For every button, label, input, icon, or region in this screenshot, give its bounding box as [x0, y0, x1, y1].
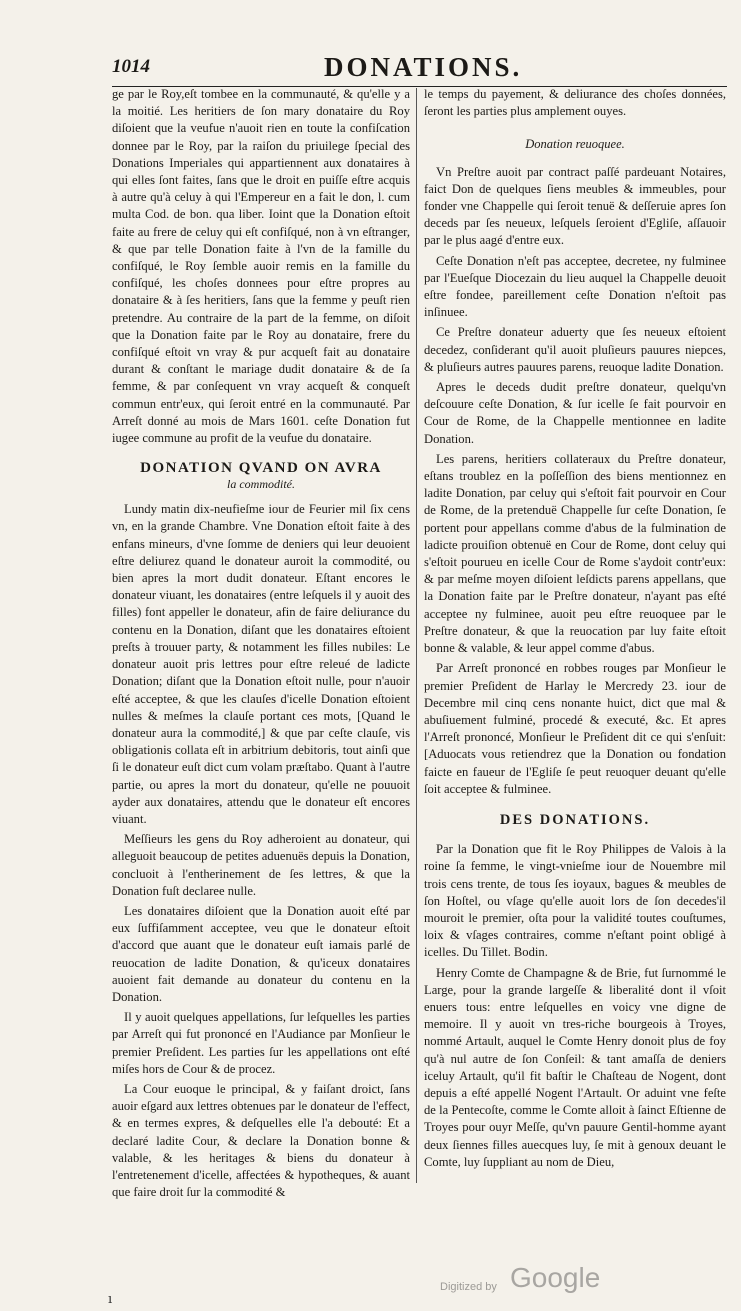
- paragraph: Par Arreſt prononcé en robbes rouges par Monſieur le premier Preſident de Harlay le Mercredy 23. iour de Decembre mil cinq cens nonante huict, dict que mal & abuſiuement fulminé, procedé & executé, &c. Et apres l'Arreſt prononcé, Monſieur le Preſident dit ce qui s'enſuit: [Aduocats vous retiendrez que la Donation ou fondation faicte en faueur de l'Egliſe ſe peut reuoquer deuant qu'elle ſoit acceptee & fulminee.: [424, 661, 726, 796]
- paragraph: le temps du payement, & deliurance des choſes données, ſeront les parties plus amplement ouyes.: [424, 87, 726, 119]
- paragraph: La Cour euoque le principal, & y faiſant droict, ſans auoir eſgard aux lettres obtenues par le donateur de l'effect, & en termes expres, & deſquelles elle l'a debouté: Et a declaré ladite Cour, & declare la Donation bonne & valable, & les heritages & biens du donateur à l'entretenement d'icelle, affectées & hypotheques, & auant que faire droit ſur la commodité &: [112, 1081, 410, 1200]
- paragraph: Les parens, heritiers collateraux du Preſtre donateur, eſtans troublez en la poſſeſſion des biens mentionnez en ladite Donation, par celuy qui s'eſtoit fait pourvoir en Cour de Rome, de la pretenduë Chappelle ſur ceſte Donation, ſe portent pour appellans comme d'abus de la fulmination de ladicte prouiſion obtenuë en Cour de Rome, dont celuy qui s'eſtoit pourueu en icelle Cour de Rome s'aydoit contr'eux: & par meſme moyen diſoient leſdicts parens appellans, que la Donation faite par le Preſtre donateur, n'ayant pas eſté acceptee ny fulminee, auoit peu eſtre reuoquee par le Preſtre donateur, & que la reuocation par luy faite eſtoit bonne & valable, & leur appel comme d'abus.: [424, 451, 726, 656]
- paragraph: Par la Donation que fit le Roy Philippes de Valois à la roine ſa femme, le vingt-vnieſme iour de Nouembre mil trois cens trente, de tous ſes ioyaux, bagues & meubles de ſon Hoſtel, ou vſage qu'elle auoit lors de ſon decedes'il mouroit le premier, oſta pour la validité toutes couſtumes, loix & vſages contraires, comme n'eſtant point obligé à icelles. Du Tillet. Bodin.: [424, 842, 726, 960]
- digitization-watermark: [440, 1262, 660, 1302]
- digitized-label: Digitized by: [440, 1281, 497, 1293]
- section-subtitle: la commodité.: [227, 477, 295, 492]
- paragraph: Henry Comte de Champagne & de Brie, fut ſurnommé le Large, pour la grande largeſſe & liberalité dont il vſoit enuers tous: entre leſquelles en voicy vne digne de memoire. Il y auoit vn tres-riche bourgeois à Troyes, nommé Artault, auquel le Comte Henry donoit plus de foy qu'à nul autre de ſon Conſeil: & tant amaſſa de deniers iceluy Artault, qu'il fit baſtir le Chaſteau de Nogent, dont depuis a eſté appellé Nogent l'Artault. Or aduint vne feſte de la Pentecoſte, comme le Comte alloit à ſainct Eſtienne de Troyes pour ouyr Meſſe, qu'vn pauure Gentil-homme ayant deux ſiennes filles auecques luy, ſe mit à genoux deuant le Comte, luy ſuppliant au nom de Dieu,: [424, 965, 726, 1169]
- margin-mark-icon: ı: [108, 1292, 113, 1307]
- paragraph: ge par le Roy,eſt tombee en la communauté, & qu'elle y a la moitié. Les heritiers de ſon mary donataire du Roy diſoient que la veufue n'auoit rien en toute la confiſcation donnee par le Roy, par la raiſon du priuilege ſpecial des Donations Imperiales qui appartiennent aux donataires à qui elles ſont faites, ſans que le droit en puiſſe eſtre acquis à autre qu'à celuy à qui l'Empereur en a fait le don, l. cum multa Cod. de bon. qua liber. Ioint que la Donation eſtoit faite au frere de celuy qui eſt confiſqué, non à vn eſtranger, & que par telle Donation faite à l'vn de la famille du confiſqué, le Roy ſemble auoir remis en la famille du confiſqué, les choſes donnees pour eſtre propres au donataire & à ſes heritiers, ſans que la femme y peuſt rien pretendre. Au contraire de la part de la femme, on diſoit que la Donation faite par le Roy au donataire, frere du confiſqué eſtoit vn vray & pur acqueſt fait au donataire durant & conſtant le mariage dudit donataire & de ſa femme, & par conſequent vn vray acqueſt & conqueſt commun entr'eux, qui ſeroit entré en la communauté. Par Arreſt donné au mois de Mars 1601. ceſte Donation fut iugee commune au profit de la veufue du donataire.: [112, 87, 410, 446]
- section-title: DES DONATIONS.: [499, 811, 651, 828]
- section-title: Donation reuoquee.: [525, 137, 625, 152]
- page-number: 1014: [112, 56, 150, 77]
- paragraph: Il y auoit quelques appellations, ſur leſquelles les parties par Arreſt qui fut prononcé en l'Audiance par Monſieur le premier Preſident. Les parties ſur les appellations ont eſté miſes hors de Cour & de procez.: [112, 1010, 410, 1076]
- page-header: [112, 52, 727, 87]
- column-divider: [416, 88, 417, 1183]
- paragraph: Ce Preſtre donateur aduerty que ſes neueux eſtoient decedez, conſiderant qu'il auoit pluſieurs pauures niepces, & pluſieurs autres pauures parens, reuoque ladite Donation.: [424, 325, 726, 374]
- running-title: DONATIONS.: [324, 52, 523, 82]
- paragraph: Meſſieurs les gens du Roy adheroient au donateur, qui alleguoit beaucoup de petites aduenuës depuis la Donation, concluoit à l'entherinement de ſes lettres, & que la Donation fuſt declaree nulle.: [112, 832, 410, 898]
- paragraph: Lundy matin dix-neufieſme iour de Feurier mil ſix cens vn, en la grande Chambre. Vne Donation eſtoit faite à des enfans mineurs, d'vne ſomme de deniers qui leur deuoient eſtre deliurez quand le donateur auroit la commodité, ou bien apres la mort dudit donateur. Eſtant encores le donateur viuant, les donataires (entre leſquels il y auoit des filles) font appeller le donateur, afin de faire deliurance du contenu en la Donation, diſant que les donataires eſtoient preſts à trouuer party, & notamment les filles nubiles: Le donateur auoit pris lettres pour eſtre releué de ladicte Donation; diſant que la Donation eſtoit nulle, pour n'auoir eſté acceptee, & que les clauſes d'icelle Donation eſtoient nulles & meſmes la clauſe portant ces mots, [Quand le donateur aura la commodité,] & que par ceſte clauſe, vis obligationis collata eſt in arbitrium debitoris, tout ainſi que ſi le donateur euſt dict cum volam præſtabo. Quant à l'autre partie, ou apres la mort du donateur, qu'elle ne pouuoit ayder aux donataires, attendu que le donateur eſt encores viuant.: [112, 502, 410, 826]
- paragraph: Vn Preſtre auoit par contract paſſé pardeuant Notaires, faict Don de quelques ſiens meubles & immeubles, pour fonder vne Chappelle qui ſeroit tenuë & deſſeruie apres ſon deceds par ſes neueux, leſquels ſeroient d'Egliſe, aſſauoir par le plus aagé d'entre eux.: [424, 164, 726, 248]
- section-title: DONATION QVAND ON AVRA: [140, 460, 382, 477]
- right-column: [424, 86, 726, 1176]
- paragraph: Les donataires diſoient que la Donation auoit eſté par eux ſuffiſamment acceptee, veu que le donateur eſtoit d'accord que auant que le donateur euſt iamais parlé de reuocation de ladite Donation, & qu'iceux donataires auoient fait demande au donateur du contenu en la Donation.: [112, 903, 410, 1004]
- paragraph: Apres le deceds dudit preſtre donateur, quelqu'vn deſcouure ceſte Donation, & ſur icelle ſe fait pourvoir en Cour de Rome, de la Chappelle mentionnee en ladite Donation.: [424, 380, 726, 446]
- left-column: [112, 86, 410, 1200]
- paragraph: Ceſte Donation n'eſt pas acceptee, decretee, ny fulminee par l'Eueſque Diocezain du lieu auquel la Chappelle deuoit eſtre fondee, pareillement ceſte Donation n'eſtoit pas inſinuee.: [424, 253, 726, 320]
- google-logo: Google: [510, 1262, 601, 1293]
